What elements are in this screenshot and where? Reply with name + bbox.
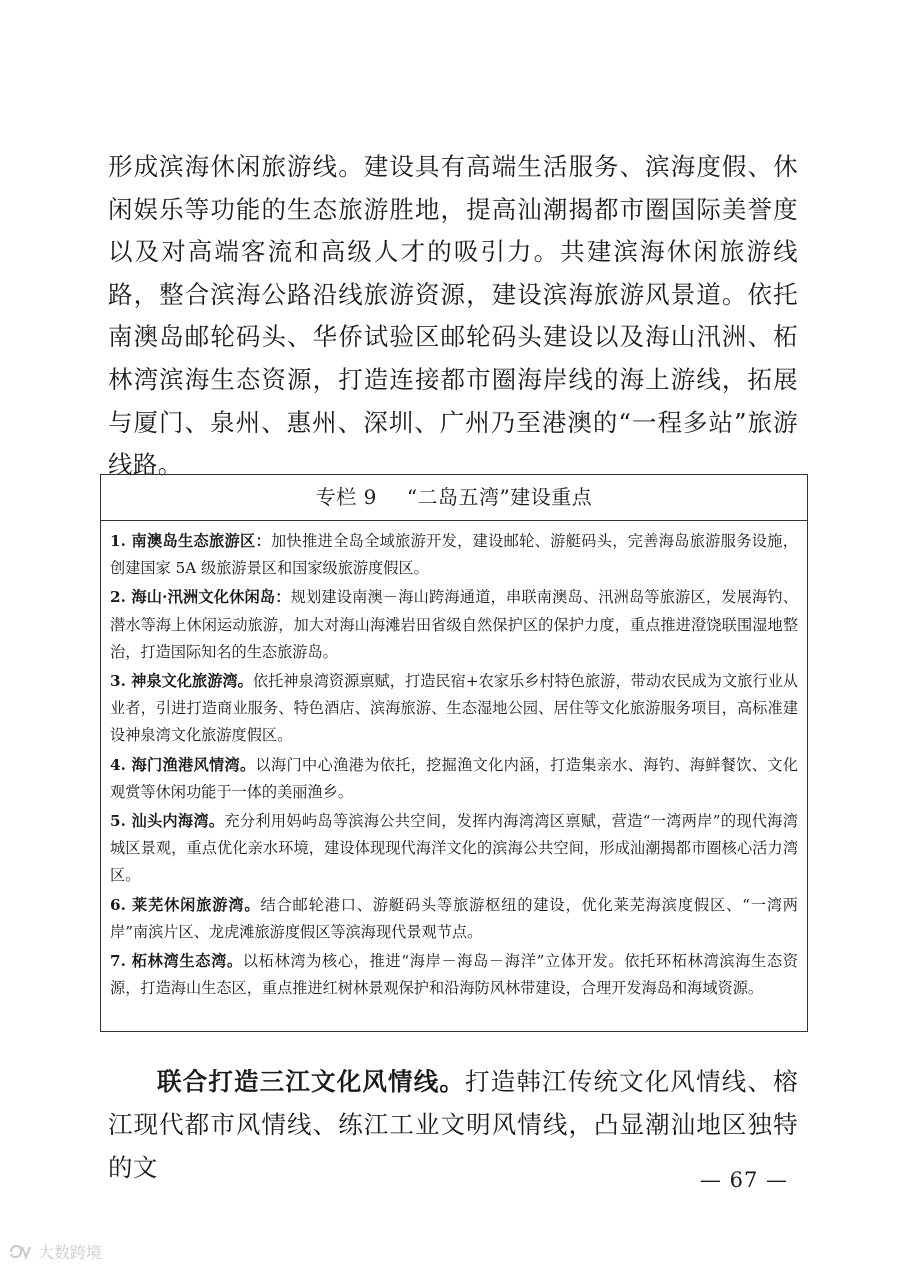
box-label: 专栏 9 [315,485,377,509]
item-text: 以柘林湾为核心，推进“海岸－海岛－海洋”立体开发。依托环柘林湾滨海生态资源，打造海山生态区，重点推进红树林景观保护和沿海防风林带建设，合理开发海岛和海域资源。 [110,952,798,998]
list-item [110,892,798,946]
closing-paragraph [108,1060,798,1189]
watermark [8,1240,102,1263]
item-lead: 5. 汕头内海湾。 [110,812,225,831]
watermark-logo-icon [8,1243,34,1261]
closing-lead: 联合打造三江文化风情线。 [157,1067,466,1096]
watermark-text: 大数跨境 [38,1243,103,1262]
box-heading: “二岛五湾”建设重点 [406,485,593,509]
item-lead: 6. 莱芜休闲旅游湾。 [110,895,261,914]
box-item-list [101,521,807,1002]
item-text: 结合邮轮港口、游艇码头等旅游枢纽的建设，优化莱芜海滨度假区、“一湾两岸”南滨片区、龙虎滩旅游度假区等滨海现代景观节点。 [110,895,798,941]
item-text: 依托神泉湾资源禀赋，打造民宿+农家乐乡村特色旅游，带动农民成为文旅行业从业者，引进打造商业服务、特色酒店、滨海旅游、生态湿地公园、居住等文化旅游服务项目，高标准建设神泉湾文化旅游度假区。 [110,672,798,745]
item-lead: 2. 海山·汛洲文化休闲岛： [110,588,291,607]
feature-box [100,474,808,1032]
page-number: — 67 — [699,1168,788,1192]
item-lead: 4. 海门渔港风情湾。 [110,755,256,774]
item-text: 规划建设南澳－海山跨海通道，串联南澳岛、汛洲岛等旅游区，发展海钓、潜水等海上休闲运动旅游，加大对海山海滩岩田省级自然保护区的保护力度，重点推进澄饶联围湿地整治，打造国际知名的生态旅游岛。 [110,588,798,661]
item-text: 以海门中心渔港为依托，挖掘渔文化内涵，打造集亲水、海钓、海鲜餐饮、文化观赏等休闲功能于一体的美丽渔乡。 [110,755,798,801]
list-item [110,752,798,806]
list-item [110,584,798,666]
item-text: 充分利用妈屿岛等滨海公共空间，发挥内海湾湾区禀赋，营造“一湾两岸”的现代海湾城区景观，重点优化亲水环境，建设体现现代海洋文化的滨海公共空间，形成汕潮揭都市圈核心活力湾区。 [110,812,798,885]
list-item [110,528,798,582]
intro-paragraph: 形成滨海休闲旅游线。建设具有高端生活服务、滨海度假、休闲娱乐等功能的生态旅游胜地，提高汕潮揭都市圈国际美誉度以及对高端客流和高级人才的吸引力。共建滨海休闲旅游线路，整合滨海公路沿线旅游资源，建设滨海旅游风景道。依托南澳岛邮轮码头、华侨试验区邮轮码头建设以及海山汛洲、柘林湾滨海生态资源，打造连接都市圈海岸线的海上游线，拓展与厦门、泉州、惠州、深圳、广州乃至港澳的“一程多站”旅游线路。 [108,152,798,480]
item-lead: 3. 神泉文化旅游湾。 [110,672,253,691]
list-item [110,948,798,1002]
box-title [101,475,807,521]
item-text: 加快推进全岛全域旅游开发，建设邮轮、游艇码头，完善海岛旅游服务设施，创建国家 5A 级旅游景区和国家级旅游度假区。 [110,532,798,578]
closing-text: 打造韩江传统文化风情线、榕江现代都市风情线、练江工业文明风情线，凸显潮汕地区独特的文 [108,1067,798,1182]
item-lead: 1. 南澳岛生态旅游区： [110,532,272,550]
list-item [110,808,798,890]
list-item [110,668,798,750]
item-lead: 7. 柘林湾生态湾。 [110,952,243,971]
